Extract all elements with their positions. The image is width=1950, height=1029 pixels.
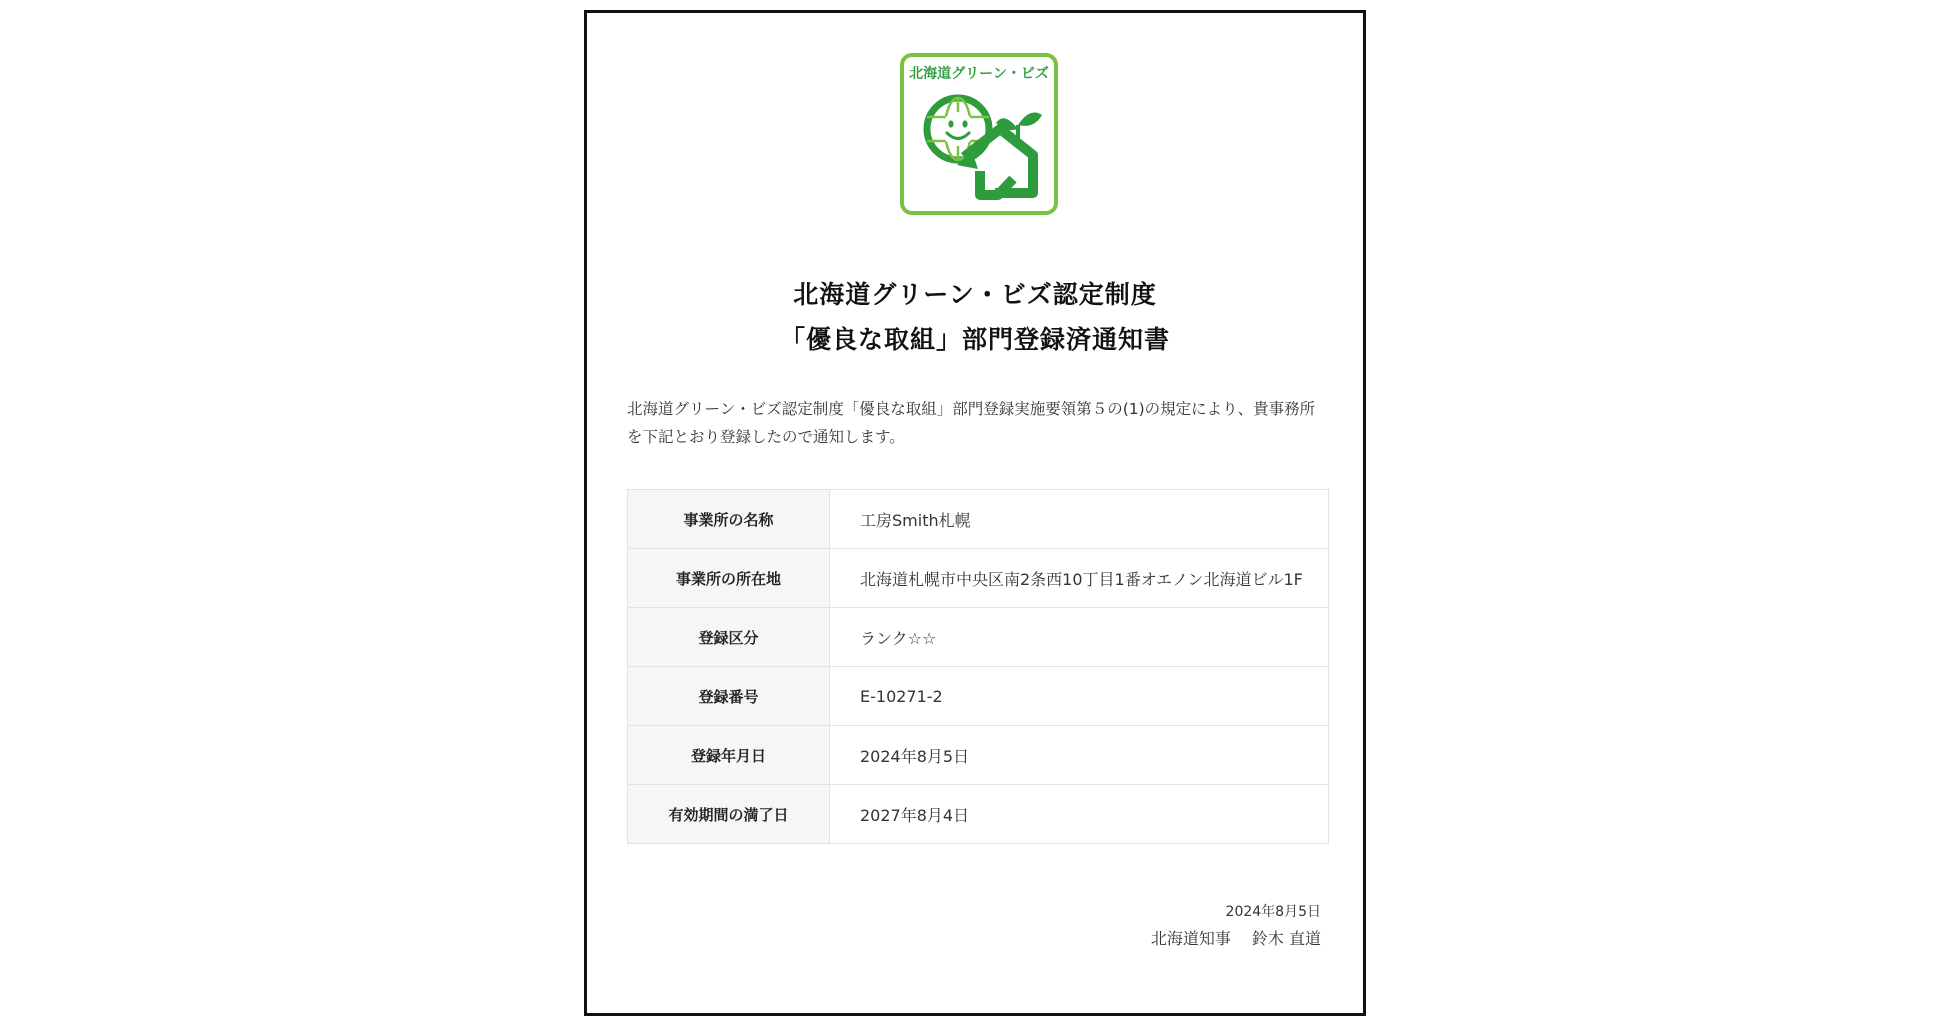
row-label-office-name: 事業所の名称 — [628, 490, 830, 549]
table-row — [628, 490, 1329, 549]
row-value-registration-category: ランク☆☆ — [830, 608, 1329, 667]
table-row — [628, 667, 1329, 726]
row-label-expiry-date: 有効期間の満了日 — [628, 785, 830, 844]
row-value-registration-number: E-10271-2 — [830, 667, 1329, 726]
table-row — [628, 608, 1329, 667]
logo-text: 北海道グリーン・ビズ — [909, 66, 1049, 82]
notice-text: 北海道グリーン・ビズ認定制度「優良な取組」部門登録実施要領第５の(1)の規定により、貴事務所を下記とおり登録したので通知します。 — [627, 400, 1316, 446]
table-row — [628, 785, 1329, 844]
registration-info-table — [627, 489, 1329, 844]
issuer-signature-line: 北海道知事 鈴木 直道 — [1150, 929, 1321, 948]
row-value-registration-date: 2024年8月5日 — [830, 726, 1329, 785]
globe-house-sprout-logo-icon — [900, 53, 1058, 215]
green-biz-logo — [900, 53, 1058, 215]
table-row — [628, 549, 1329, 608]
row-value-expiry-date: 2027年8月4日 — [830, 785, 1329, 844]
certificate-title-line1: 北海道グリーン・ビズ認定制度 — [793, 280, 1157, 309]
certificate-frame — [584, 10, 1366, 1016]
row-value-office-address: 北海道札幌市中央区南2条西10丁目1番オエノン北海道ビル1F — [830, 549, 1329, 608]
row-label-registration-category: 登録区分 — [628, 608, 830, 667]
row-value-office-name: 工房Smith札幌 — [830, 490, 1329, 549]
row-label-registration-date: 登録年月日 — [628, 726, 830, 785]
table-row — [628, 726, 1329, 785]
certificate-title-line2: 「優良な取組」部門登録済通知書 — [779, 325, 1170, 354]
issue-date: 2024年8月5日 — [1225, 904, 1321, 920]
row-label-registration-number: 登録番号 — [628, 667, 830, 726]
row-label-office-address: 事業所の所在地 — [628, 549, 830, 608]
